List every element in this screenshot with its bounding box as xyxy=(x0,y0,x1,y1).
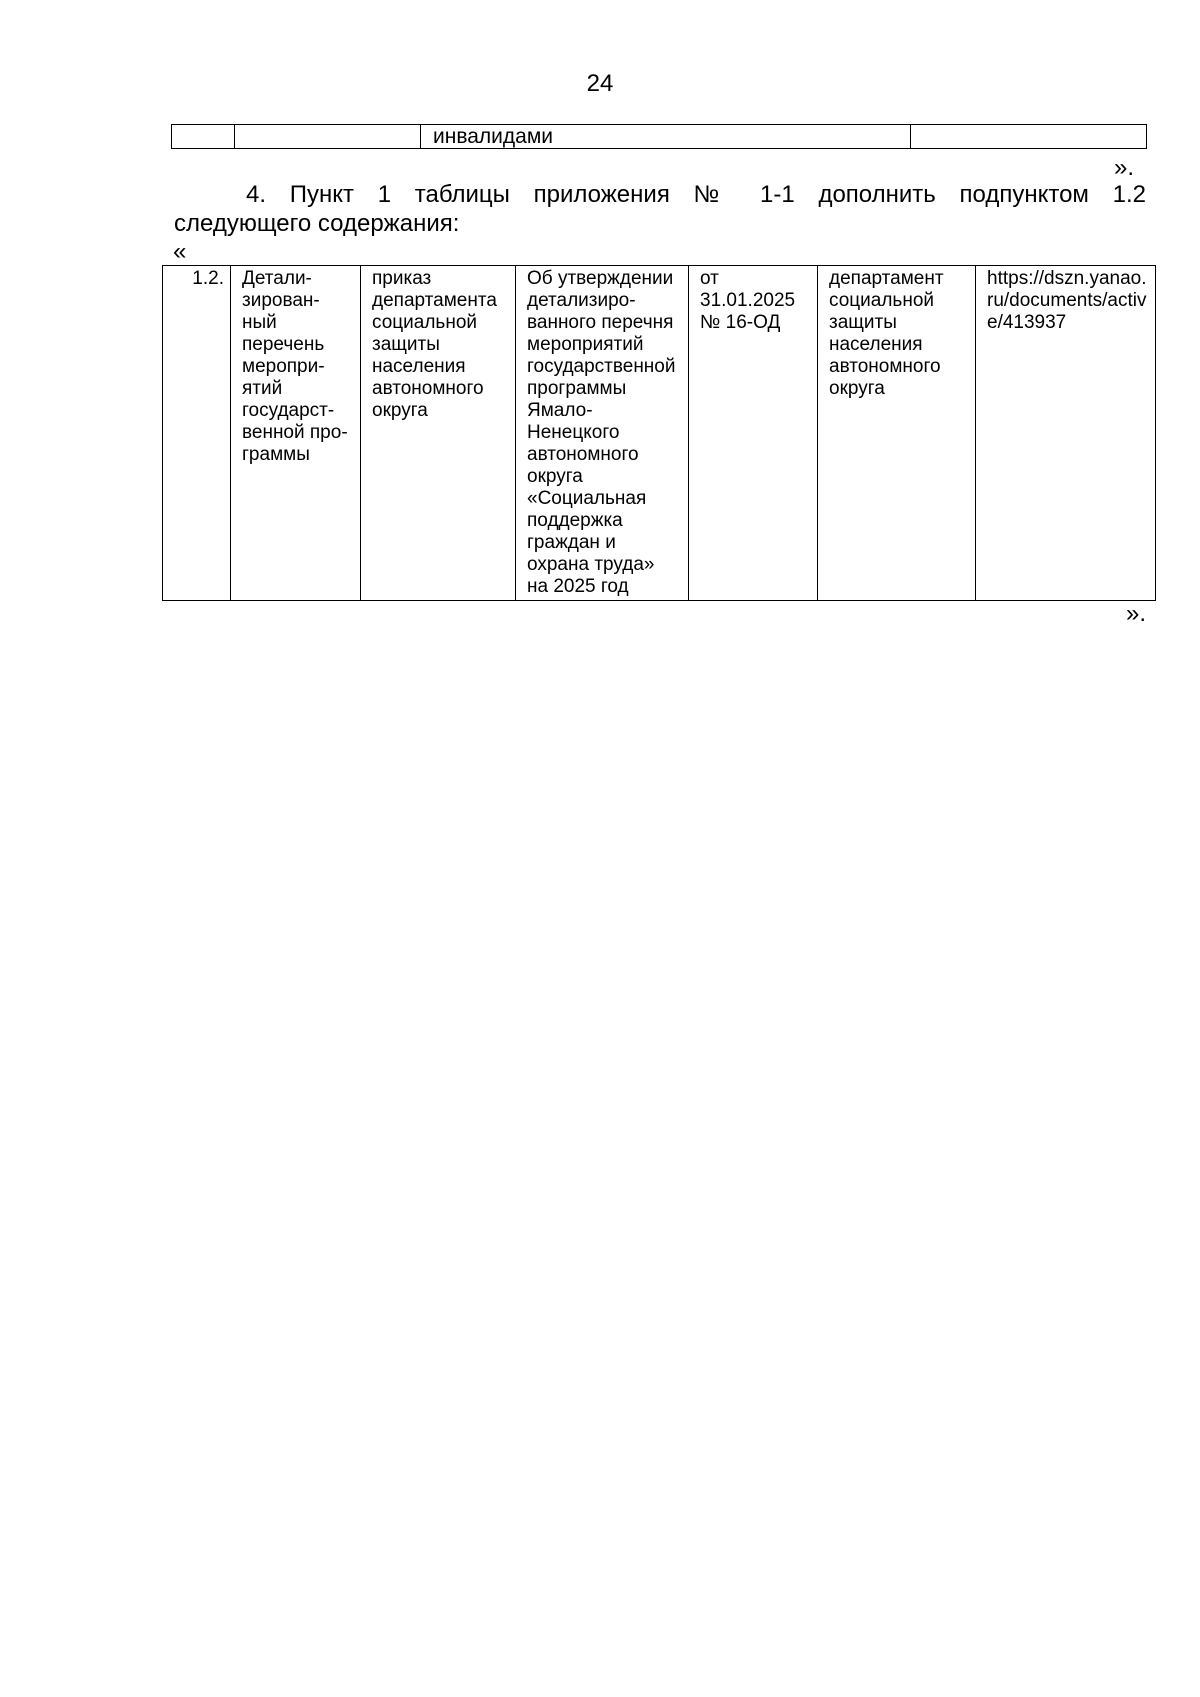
cell-line: социальной xyxy=(372,312,478,333)
cell-line: https://dszn.yanao. xyxy=(987,268,1147,289)
cell-line: e/413937 xyxy=(987,312,1067,333)
opening-quote: « xyxy=(173,238,187,265)
cell-line: венной про- xyxy=(242,422,348,443)
amendment-table xyxy=(162,265,1156,601)
authority-cell xyxy=(818,266,976,601)
table-cell xyxy=(911,125,1147,149)
cell-line: граммы xyxy=(242,444,310,465)
cell-line: мероприятий xyxy=(527,334,644,355)
cell-line: социальной xyxy=(829,290,935,311)
cell-line: автономного xyxy=(527,444,639,465)
cell-line: государст- xyxy=(242,400,335,421)
cell-line: ru/documents/activ xyxy=(987,290,1147,311)
cell-line: департамент xyxy=(829,268,944,289)
doc-type-cell xyxy=(361,266,516,601)
item-number-cell: 1.2. xyxy=(163,266,231,601)
continuation-table xyxy=(171,124,1147,149)
cell-line: защиты xyxy=(829,312,897,333)
cell-line: автономного xyxy=(372,378,484,399)
table-cell xyxy=(172,125,235,149)
cell-line: перечень xyxy=(242,334,325,355)
cell-line: детализиро- xyxy=(527,290,636,311)
cell-line: государственной xyxy=(527,356,676,377)
table-cell xyxy=(235,125,421,149)
cell-line: Ненецкого xyxy=(527,422,620,443)
doc-date-cell xyxy=(689,266,818,601)
cell-line: Ямало- xyxy=(527,400,593,421)
cell-line: № 16-ОД xyxy=(700,312,781,333)
closing-quote: ». xyxy=(1125,600,1146,627)
link-cell xyxy=(976,266,1156,601)
cell-line: «Социальная xyxy=(527,488,647,509)
cell-line: ванного перечня xyxy=(527,312,674,333)
cell-line: граждан и xyxy=(527,532,616,553)
table-cell: инвалидами xyxy=(421,125,911,149)
table-row xyxy=(172,125,1147,149)
cell-line: автономного xyxy=(829,356,941,377)
cell-line: округа xyxy=(829,378,885,399)
paragraph-line: следующего содержания: xyxy=(174,210,460,237)
cell-line: 31.01.2025 xyxy=(700,290,796,311)
cell-line: Детали- xyxy=(242,268,312,289)
cell-line: Об утверждении xyxy=(527,268,674,289)
cell-line: на 2025 год xyxy=(527,576,629,597)
cell-line: населения xyxy=(829,334,923,355)
item-name-cell xyxy=(231,266,361,601)
table-row xyxy=(163,266,1156,601)
cell-line: округа xyxy=(527,466,583,487)
cell-line: зирован- xyxy=(242,290,320,311)
closing-quote: ». xyxy=(1113,154,1134,181)
cell-line: охрана труда» xyxy=(527,554,655,575)
amendment-paragraph xyxy=(174,180,1146,238)
cell-line: ный xyxy=(242,312,277,333)
cell-line: приказ xyxy=(372,268,432,289)
page-number: 24 xyxy=(586,70,614,97)
cell-line: ятий xyxy=(242,378,283,399)
cell-line: защиты xyxy=(372,334,440,355)
cell-line: округа xyxy=(372,400,428,421)
cell-line: программы xyxy=(527,378,627,399)
cell-line: поддержка xyxy=(527,510,623,531)
cell-line: населения xyxy=(372,356,466,377)
paragraph-line: 4. Пункт 1 таблицы приложения № 1-1 дополнить подпунктом 1.2 xyxy=(246,181,1146,208)
cell-line: от xyxy=(700,268,719,289)
cell-line: департамента xyxy=(372,290,497,311)
doc-title-cell xyxy=(516,266,689,601)
cell-line: меропри- xyxy=(242,356,325,377)
